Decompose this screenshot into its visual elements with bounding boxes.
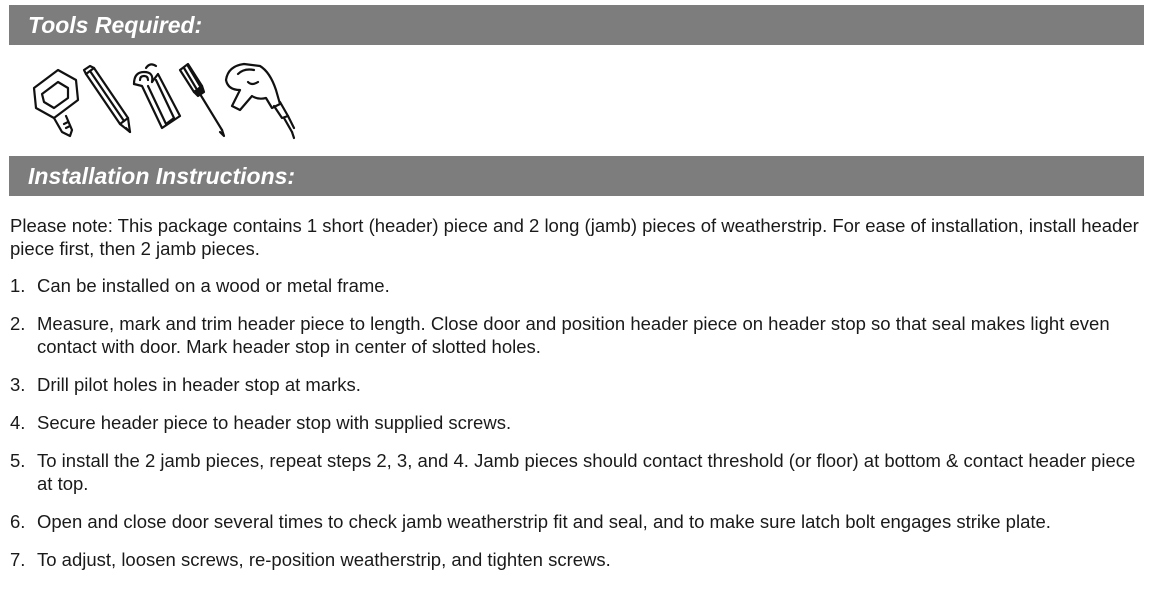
step-item xyxy=(10,449,1145,495)
step-item xyxy=(10,274,1145,297)
steps-list xyxy=(10,274,1145,571)
step-text: Measure, mark and trim header piece to length. Close door and position header piece on header stop so that seal makes light even contact with door. Mark header stop in center of slotted holes. xyxy=(37,313,1110,357)
step-text: To adjust, loosen screws, re-position weatherstrip, and tighten screws. xyxy=(37,549,611,570)
step-text: Open and close door several times to check jamb weatherstrip fit and seal, and to make sure latch bolt engages strike plate. xyxy=(37,511,1051,532)
tools-required-title: Tools Required: xyxy=(28,12,203,38)
step-item xyxy=(10,548,1145,571)
step-number: 4. xyxy=(10,412,26,433)
step-text: Drill pilot holes in header stop at marks. xyxy=(37,374,361,395)
step-item xyxy=(10,411,1145,434)
step-number: 3. xyxy=(10,374,26,395)
tape-measure-icon xyxy=(28,60,84,140)
step-item xyxy=(10,510,1145,533)
step-text: Can be installed on a wood or metal frame. xyxy=(37,275,390,296)
step-number: 1. xyxy=(10,275,26,296)
installation-instructions-header xyxy=(9,156,1144,196)
tools-required-header xyxy=(9,5,1144,45)
package-note: Please note: This package contains 1 short (header) piece and 2 long (jamb) pieces of weatherstrip. For ease of installation, install header piece first, then 2 jamb pieces. xyxy=(10,215,1139,259)
step-number: 5. xyxy=(10,450,26,471)
power-drill-icon xyxy=(218,60,300,140)
tools-illustration xyxy=(28,60,308,140)
step-number: 2. xyxy=(10,313,26,334)
step-number: 6. xyxy=(10,511,26,532)
installation-instructions-title: Installation Instructions: xyxy=(28,163,296,189)
step-text: To install the 2 jamb pieces, repeat steps 2, 3, and 4. Jamb pieces should contact threshold (or floor) at bottom & contact header piece at top. xyxy=(37,450,1136,494)
step-number: 7. xyxy=(10,549,26,570)
step-item xyxy=(10,312,1145,358)
instructions-body xyxy=(10,214,1145,586)
step-text: Secure header piece to header stop with supplied screws. xyxy=(37,412,512,433)
step-item xyxy=(10,373,1145,396)
